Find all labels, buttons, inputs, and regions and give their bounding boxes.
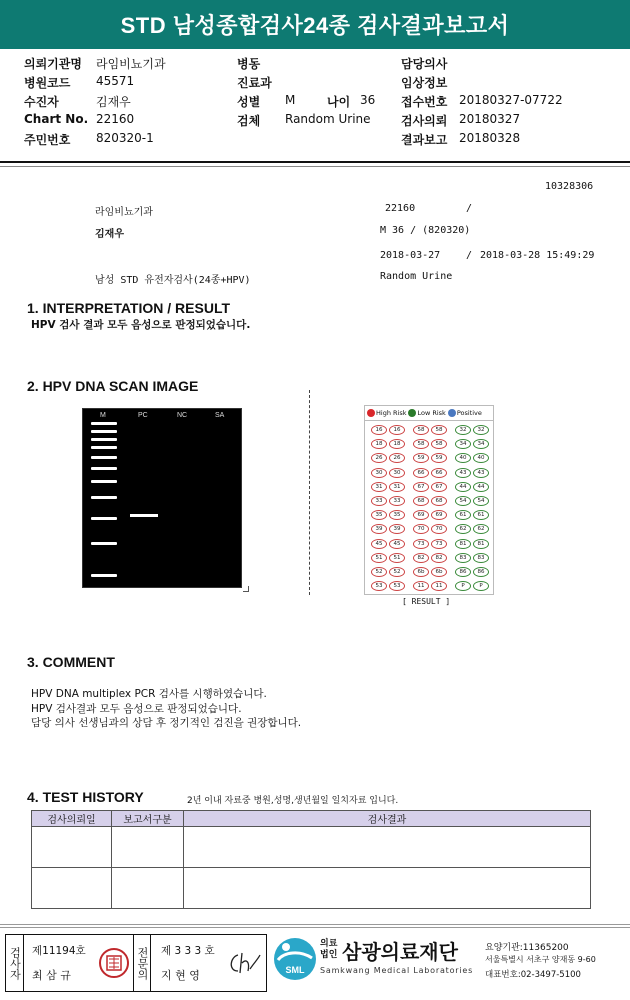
legend-item [408,409,445,417]
positive-dot-icon [448,409,456,417]
hpv-type-cell: 83 [473,553,489,563]
hpv-type-cell: 69 [431,510,447,520]
comment-line: HPV DNA multiplex PCR 검사를 시행하였습니다. [31,688,267,700]
hpv-type-cell: 44 [473,482,489,492]
hpv-type-cell: 35 [389,510,405,520]
hpv-type-cell: 40 [455,453,471,463]
legend-label: Low Risk [417,409,446,417]
hpv-type-cell: 11 [413,581,429,591]
header-value: M [285,93,296,107]
gel-lane-label: NC [177,412,188,419]
header-value: 라임비뇨기과 [96,57,166,71]
header-label: 의뢰기관명 [24,57,82,71]
header-row [401,93,621,112]
tester-label: 검사자 [6,935,24,991]
header-col2 [237,55,397,131]
ladder-band [91,496,117,499]
ladder-band [91,517,117,520]
header-row [237,74,397,93]
hpv-type-cell: 58 [413,439,429,449]
hpv-type-cell: 73 [431,539,447,549]
hpv-type-cell: 58 [431,439,447,449]
header-label: 진료과 [237,76,272,90]
age-value: 36 [360,93,376,107]
tester-license: 제11194호 [32,945,86,957]
header-label: 결과보고 [401,133,448,147]
hpv-type-cell: 45 [371,539,387,549]
header-value: 820320-1 [96,131,154,145]
header-row [24,112,135,131]
table-row [32,868,591,909]
tester-name: 최 삼 규 [32,969,71,982]
hpv-type-cell: 18 [371,439,387,449]
positive-control-band [130,514,158,517]
legend-label: Positive [456,409,482,417]
header-label: 주민번호 [24,133,71,147]
section-history-heading: 4. TEST HISTORY [27,789,144,805]
result-grid [364,405,494,595]
header-label: Chart No. [24,112,89,126]
table-cell [184,868,591,909]
reviewer-name: 지 현 영 [161,969,200,982]
table-cell [32,827,112,868]
hpv-type-cell: 54 [455,496,471,506]
column-header: 보고서구분 [112,811,184,827]
hpv-type-cell: 82 [413,553,429,563]
hpv-type-cell: 70 [413,524,429,534]
header-label: 수진자 [24,95,59,109]
header-row [237,55,397,74]
hpv-type-cell: 26 [389,453,405,463]
header-row [24,93,131,112]
column-header: 검사결과 [184,811,591,827]
hpv-type-cell: 58 [413,425,429,435]
hpv-type-cell: 33 [371,496,387,506]
org-english-name: Samkwang Medical Laboratories [320,966,474,975]
header-row [401,74,621,93]
hpv-type-cell: 67 [413,482,429,492]
high-risk-dot-icon [367,409,375,417]
header-value: Random Urine [285,112,371,126]
hpv-type-cell: 67 [431,482,447,492]
info-hospital: 라임비뇨기과 [95,207,153,218]
hpv-type-cell: 6b [413,567,429,577]
hpv-type-cell: 59 [431,453,447,463]
hpv-type-cell: 16 [389,425,405,435]
hpv-type-cell: 26 [371,453,387,463]
hpv-type-cell: 31 [371,482,387,492]
hpv-type-cell: 52 [389,567,405,577]
history-note: 2년 이내 자료중 병원,성명,생년월일 일치자료 입니다. [187,796,399,806]
hpv-type-cell: 6b [431,567,447,577]
header-row [237,93,397,112]
header-row [24,55,166,74]
header-row [401,131,621,150]
image-divider [309,390,310,595]
hpv-type-cell: 52 [371,567,387,577]
footer-divider [0,924,630,928]
org-address: 서울특별시 서초구 양재동 9-60 [485,955,596,964]
logo-text: SML [285,965,305,975]
ladder-band [91,542,117,545]
hpv-type-cell: 53 [371,581,387,591]
ladder-band [91,456,117,459]
org-prefix: 의료법인 [320,939,338,960]
header-value: 20180327-07722 [459,93,563,107]
hpv-type-cell: 39 [371,524,387,534]
header-label: 병원코드 [24,76,71,90]
hpv-type-cell: 32 [473,425,489,435]
hpv-type-cell: 70 [431,524,447,534]
header-label: 임상정보 [401,76,448,90]
header-row [24,74,135,93]
grid-legend [367,409,482,417]
hpv-type-cell: 44 [455,482,471,492]
low-risk-dot-icon [408,409,416,417]
hpv-type-cell: 81 [473,539,489,549]
header-label: 접수번호 [401,95,448,109]
hpv-type-cell: 68 [431,496,447,506]
legend-label: High Risk [376,409,407,417]
info-slash: / [466,203,473,214]
section-comment-heading: 3. COMMENT [27,654,115,670]
header-col1 [24,55,166,150]
info-sex-age: M 36 / (820320) [380,225,471,236]
hpv-type-cell: 68 [413,496,429,506]
gel-corner-mark [243,586,249,592]
comment-line: HPV 검사결과 모두 음성으로 판정되었습니다. [31,703,242,715]
header-row [401,112,621,131]
legend-item [367,409,406,417]
hpv-type-cell: 83 [455,553,471,563]
hpv-type-cell: 40 [473,453,489,463]
info-date-reported: 2018-03-28 15:49:29 [480,250,595,261]
hpv-type-cell: 43 [455,468,471,478]
age-label: 나이 [327,95,351,109]
section-scan-heading: 2. HPV DNA SCAN IMAGE [27,378,199,394]
ladder-band [91,574,117,577]
header-value: 22160 [96,112,135,126]
header-divider-thin [0,166,630,167]
header-label: 성별 [237,95,261,109]
hpv-type-cell: 35 [371,510,387,520]
hpv-type-cell: 54 [473,496,489,506]
hpv-type-cell: P [473,581,489,591]
interpretation-text: HPV 검사 결과 모두 음성으로 판정되었습니다. [31,319,251,331]
header-label: 검사의뢰 [401,114,448,128]
hpv-type-cell: 51 [371,553,387,563]
header-value: 김재우 [96,95,131,109]
ladder-band [91,480,117,483]
header-value: 20180327 [459,112,521,126]
gel-lane-label: M [100,412,106,419]
hpv-type-cell: 86 [473,567,489,577]
ladder-band [91,430,117,433]
hpv-type-cell: 34 [473,439,489,449]
result-caption: [ RESULT ] [402,597,451,606]
document-number: 10328306 [545,181,594,192]
hpv-type-cell: 30 [389,468,405,478]
hpv-type-cell: 30 [371,468,387,478]
column-header: 검사의뢰일 [32,811,112,827]
info-test-name: 남성 STD 유전자검사(24종+HPV) [95,275,251,286]
hpv-type-cell: 86 [455,567,471,577]
header-value: 45571 [96,74,135,88]
hpv-type-cell: 61 [473,510,489,520]
header-label: 검체 [237,114,261,128]
institution-code: 요양기관:11365200 [485,943,569,953]
header-divider [0,161,630,163]
hpv-type-cell: 73 [413,539,429,549]
hpv-type-cell: 58 [431,425,447,435]
signature-icon [224,949,262,977]
info-date-received: 2018-03-27 [380,250,441,261]
table-cell [112,827,184,868]
hpv-type-cell: 11 [431,581,447,591]
ladder-band [91,446,117,449]
hpv-type-cell: 62 [455,524,471,534]
gel-lane-label: PC [138,412,148,419]
hpv-type-cell: 18 [389,439,405,449]
org-phone: 대표번호:02-3497-5100 [485,970,581,980]
hpv-type-cell: 61 [455,510,471,520]
hpv-type-cell: 43 [473,468,489,478]
ladder-band [91,438,117,441]
hpv-type-cell: 31 [389,482,405,492]
report-title: STD 남성종합검사24종 검사결과보고서 [0,0,630,49]
ladder-band [91,467,117,470]
table-cell [112,868,184,909]
ladder-band [91,422,117,425]
gel-image [82,408,242,588]
hpv-type-cell: 32 [455,425,471,435]
info-slash: / [466,250,473,261]
hpv-type-cell: 16 [371,425,387,435]
history-table [31,810,591,909]
sml-logo-icon [272,936,318,982]
hpv-type-cell: 45 [389,539,405,549]
hpv-type-cell: 82 [431,553,447,563]
info-chart-no: 22160 [385,203,416,214]
hpv-type-cell: 81 [455,539,471,549]
hpv-type-cell: 66 [413,468,429,478]
info-specimen: Random Urine [380,271,453,282]
org-name: 삼광의료재단 [342,940,458,964]
hpv-type-cell: 53 [389,581,405,591]
hpv-type-cell: 62 [473,524,489,534]
hpv-type-cell: 59 [413,453,429,463]
hpv-type-cell: 34 [455,439,471,449]
header-label: 담당의사 [401,57,448,71]
header-row [24,131,154,150]
gel-lane-label: SA [215,412,225,419]
table-cell [32,868,112,909]
hpv-type-cell: 69 [413,510,429,520]
legend-item [448,409,482,417]
info-patient: 김재우 [95,229,124,240]
header-row [401,55,621,74]
history-header-row [32,811,591,827]
header-label: 병동 [237,57,261,71]
reviewer-license: 제 3 3 3 호 [161,945,215,957]
section-interpretation-heading: 1. INTERPRETATION / RESULT [27,300,231,316]
hpv-type-cell: 39 [389,524,405,534]
hpv-type-cell: 33 [389,496,405,506]
header-row [237,112,397,131]
seal-stamp-icon [98,947,130,979]
reviewer-label: 전문의 [133,935,151,991]
signature-box [5,934,267,992]
legend-divider [365,420,493,421]
table-cell [184,827,591,868]
hpv-type-cell: 51 [389,553,405,563]
hpv-type-cell: P [455,581,471,591]
header-col3 [401,55,621,150]
header-value: 20180328 [459,131,521,145]
table-row [32,827,591,868]
hpv-type-cell: 66 [431,468,447,478]
comment-line: 담당 의사 선생님과의 상담 후 정기적인 검진을 권장합니다. [31,717,302,729]
